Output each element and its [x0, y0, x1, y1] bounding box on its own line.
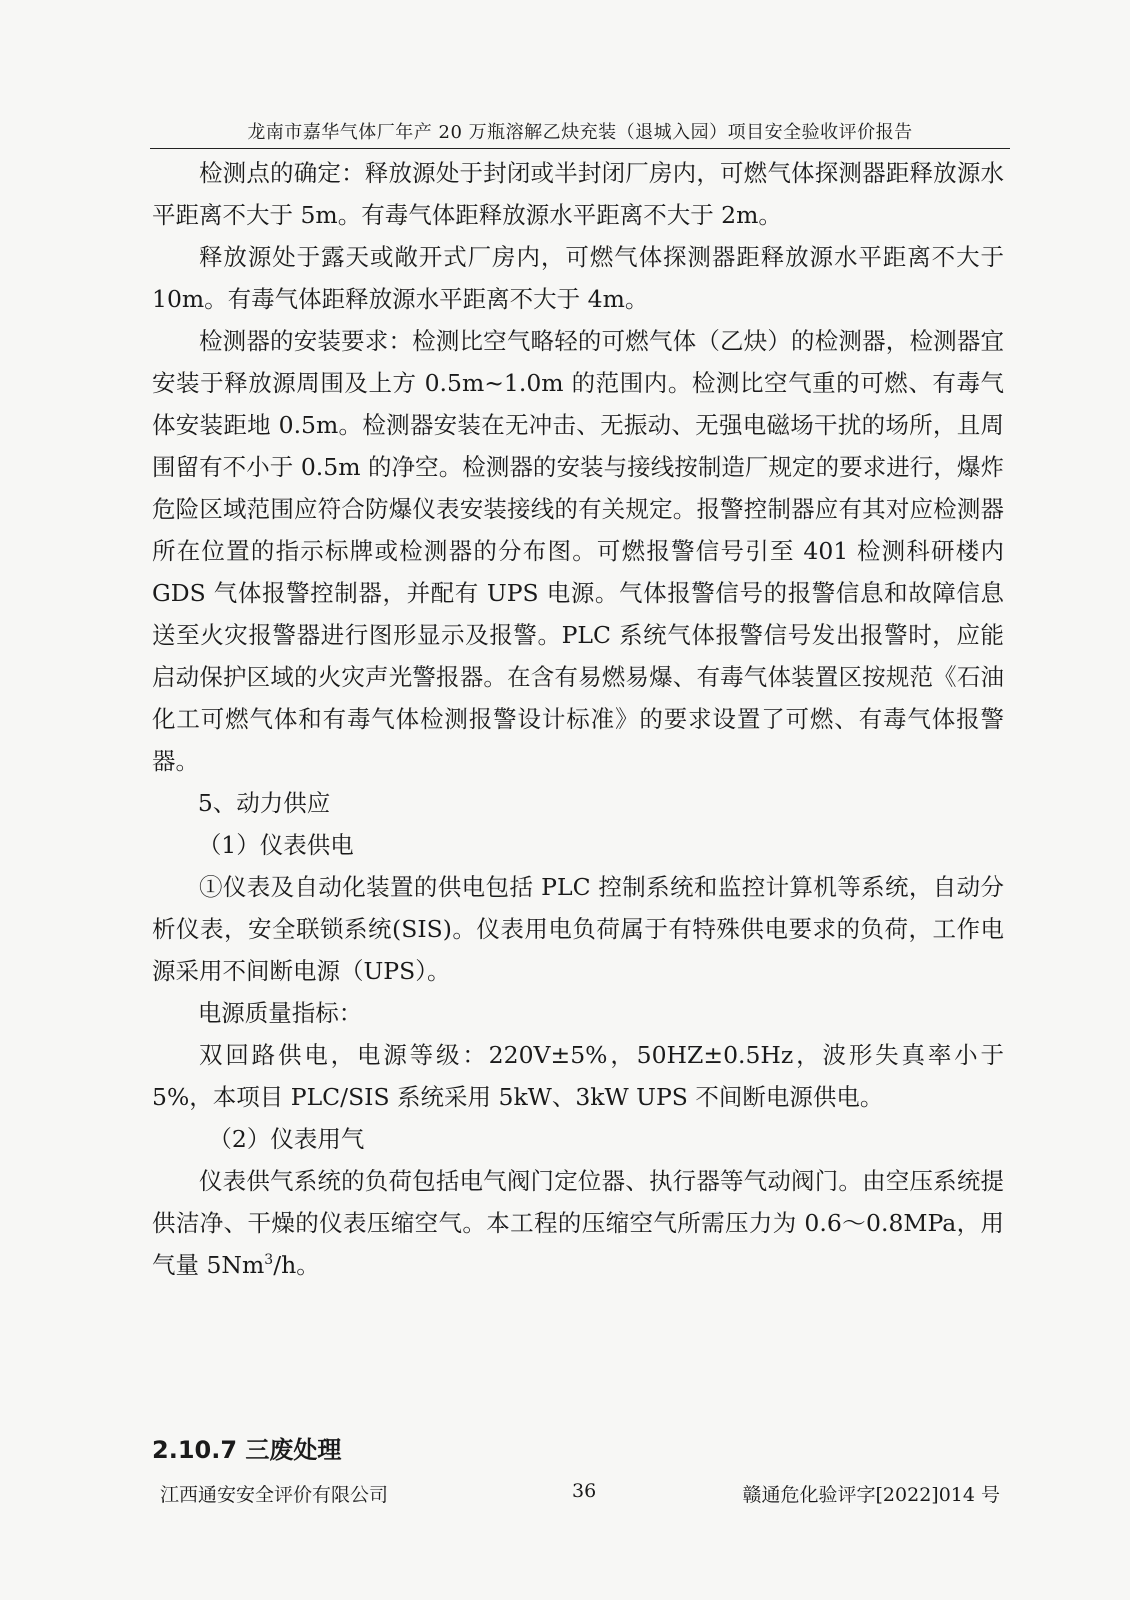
- heading-instrument-air: （2）仪表用气: [208, 1125, 365, 1153]
- header-divider: [150, 148, 1010, 149]
- page-footer: [160, 1480, 1000, 1507]
- section-heading: 2.10.7 三废处理: [152, 1436, 342, 1464]
- paragraph-installation-requirements: 检测器的安装要求：检测比空气略轻的可燃气体（乙炔）的检测器，检测器宜安装于释放源周围及上方 0.5m~1.0m 的范围内。检测比空气重的可燃、有毒气体安装距地 0.5m。检测器安装在无冲击、无振动、无强电磁场干扰的场所，且周围留有不小于 0.5m 的净空。检测器的安装与接线按制造厂规定的要求进行，爆炸危险区域范围应符合防爆仪表安装接线的有关规定。报警控制器应有其对应检测器所在位置的指示标牌或检测器的分布图。可燃报警信号引至 401 检测科研楼内 GDS 气体报警控制器，并配有 UPS 电源。气体报警信号的报警信息和故障信息送至火灾报警器进行图形显示及报警。PLC 系统气体报警信号发出报警时，应能启动保护区域的火灾声光警报器。在含有易燃易爆、有毒气体装置区按规范《石油化工可燃气体和有毒气体检测报警设计标准》的要求设置了可燃、有毒气体报警器。: [152, 327, 1004, 775]
- paragraph-detection-points: 检测点的确定：释放源处于封闭或半封闭厂房内，可燃气体探测器距释放源水平距离不大于 5m。有毒气体距释放源水平距离不大于 2m。: [152, 159, 1004, 229]
- paragraph-instrument-power: ①仪表及自动化装置的供电包括 PLC 控制系统和监控计算机等系统，自动分析仪表，安全联锁系统(SIS)。仪表用电负荷属于有特殊供电要求的负荷，工作电源采用不间断电源（UPS）。: [152, 873, 1004, 985]
- paragraph-open-release: 释放源处于露天或敞开式厂房内，可燃气体探测器距释放源水平距离不大于 10m。有毒气体距释放源水平距离不大于 4m。: [152, 243, 1004, 313]
- footer-company: 江西通安安全评价有限公司: [160, 1484, 389, 1506]
- instrument-air-text: 仪表供气系统的负荷包括电气阀门定位器、执行器等气动阀门。由空压系统提供洁净、干燥的仪表压缩空气。本工程的压缩空气所需压力为 0.6～0.8MPa，用气量 5Nm: [152, 1167, 1004, 1279]
- heading-power-quality: 电源质量指标：: [197, 999, 363, 1027]
- footer-doc-number: 赣通危化验评字[2022]014 号: [742, 1484, 1000, 1506]
- heading-instrument-power: （1）仪表供电: [197, 831, 354, 859]
- unit-superscript: 3: [264, 1252, 274, 1269]
- paragraph-instrument-air: [152, 1160, 1004, 1286]
- paragraph-power-quality: 双回路供电，电源等级：220V±5%，50HZ±0.5Hz，波形失真率小于 5%，本项目 PLC/SIS 系统采用 5kW、3kW UPS 不间断电源供电。: [152, 1041, 1004, 1111]
- page-number: 36: [572, 1480, 597, 1502]
- body-text: [152, 152, 1004, 1286]
- running-header: 龙南市嘉华气体厂年产 20 万瓶溶解乙炔充装（退城入园）项目安全验收评价报告: [247, 122, 913, 143]
- unit-tail: /h。: [273, 1251, 320, 1279]
- heading-power-supply: 5、动力供应: [197, 789, 331, 817]
